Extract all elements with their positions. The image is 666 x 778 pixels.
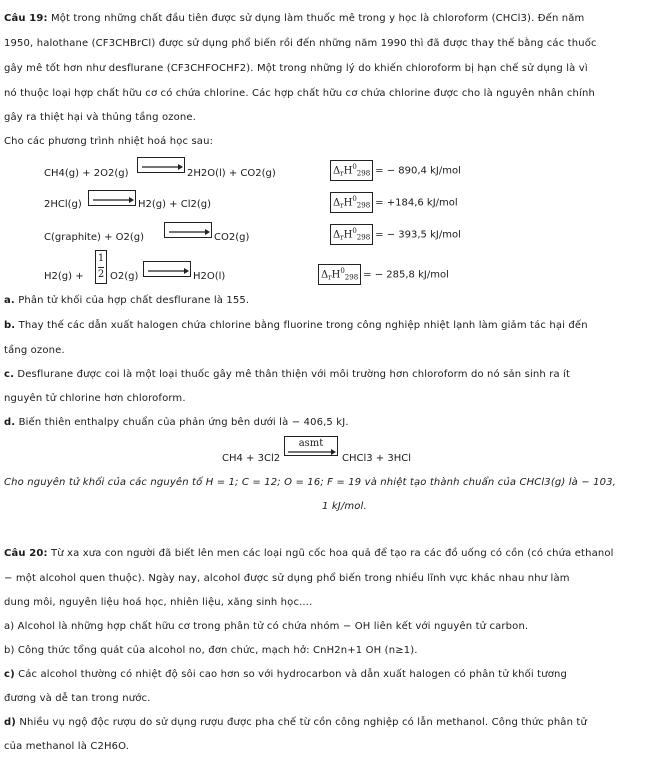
q19-note-1: Cho nguyên tử khối của các nguyên tố H = 1; C = 12; O = 16; F = 19 và nhiệt tạo thành chuẩn của CHCl3(g) là − 103,: [4, 477, 617, 488]
delta-h-symbol: $\Delta_rH^0_{298}$: [330, 160, 373, 181]
q19-statement-c: c. Desflurane được coi là một loại thuốc gây mê thân thiện với môi trường hơn chloroform do nó sản sinh ra ít: [4, 369, 571, 380]
q19-statement-b: b. Thay thế các dẫn xuất halogen chứa chlorine bằng fluorine trong công nghiệp nhiệt lạnh làm giảm tác hại đến: [4, 320, 588, 331]
q19-intro: Cho các phương trình nhiệt hoá học sau:: [4, 136, 214, 147]
q19-note-2: 1 kJ/mol.: [322, 501, 367, 512]
q20-statement-c-cont: đương và dễ tan trong nước.: [4, 693, 151, 704]
q19-statement-d: d. Biến thiên enthalpy chuẩn của phản ứng bên dưới là − 406,5 kJ.: [4, 417, 349, 428]
eq4-enthalpy: $\Delta_rH^0_{298}$ = − 285,8 kJ/mol: [318, 264, 449, 285]
q20-statement-b: b) Công thức tổng quát của alcohol no, đơn chức, mạch hở: CnH2n+1 OH (n≥1).: [4, 645, 418, 656]
delta-h-symbol: $\Delta_rH^0_{298}$: [318, 264, 361, 285]
q20-statement-d-cont: của methanol là C2H6O.: [4, 741, 130, 752]
q20-statement-c: c) Các alcohol thường có nhiệt độ sôi cao hơn so với hydrocarbon và dẫn xuất halogen có phân tử khối tương: [4, 669, 567, 680]
q20-line-3: dung môi, nguyên liệu hoá học, nhiên liệu, xăng sinh học....: [4, 597, 313, 608]
eq2-enthalpy: $\Delta_rH^0_{298} = +184,6$ kJ/mol: [330, 192, 458, 213]
eq2-arrow: [88, 190, 136, 206]
eq3-left: C(graphite) + O2(g): [44, 232, 145, 243]
reaction-left: CH4 + 3Cl2: [222, 453, 281, 464]
eq3-right: CO2(g): [214, 232, 250, 243]
eq4-left-o2: O2(g): [110, 271, 139, 282]
reaction-right: CHCl3 + 3HCl: [342, 453, 412, 464]
q20-statement-d: d) Nhiều vụ ngộ độc rượu do sử dụng rượu được pha chế từ cồn công nghiệp có lẫn methanol. Công thức phân tử: [4, 717, 587, 728]
q20-statement-a: a) Alcohol là những hợp chất hữu cơ trong phân tử có chứa nhóm − OH liên kết với nguyên tử carbon.: [4, 621, 529, 632]
eq1-arrow: [137, 157, 185, 173]
eq2-left: 2HCl(g): [44, 199, 82, 210]
delta-h-symbol: $\Delta_rH^0_{298}$: [330, 224, 373, 245]
eq4-right: H2O(l): [193, 271, 226, 282]
eq1-enthalpy: $\Delta_rH^0_{298}$ = − 890,4 kJ/mol: [330, 160, 461, 181]
eq1-right: 2H2O(l) + CO2(g): [187, 168, 276, 179]
eq3-enthalpy: $\Delta_rH^0_{298}$ = − 393,5 kJ/mol: [330, 224, 461, 245]
q19-statement-a: a. Phân tử khối của hợp chất desflurane là 155.: [4, 295, 250, 306]
q19-line-2: 1950, halothane (CF3CHBrCl) được sử dụng phổ biến rồi đến những năm 1990 thì đã được thay thế bằng các thuốc: [4, 38, 597, 49]
delta-h-symbol: $\Delta_rH^0_{298}$: [330, 192, 373, 213]
eq4-left: H2(g) +: [44, 271, 84, 282]
eq4-arrow: [143, 261, 191, 277]
q19-line-1: Câu 19: Một trong những chất đầu tiên được sử dụng làm thuốc mê trong y học là chloroform (CHCl3). Đến năm: [4, 13, 585, 24]
q19-line-5: gây ra thiệt hại và thủng tầng ozone.: [4, 112, 197, 123]
q19-line-4: nó thuộc loại hợp chất hữu cơ có chứa chlorine. Các hợp chất hữu cơ chứa chlorine được cho là nguyên nhân chính: [4, 88, 595, 99]
fraction-one-half: 1 2: [95, 250, 107, 284]
q20-line-2: − một alcohol quen thuộc). Ngày nay, alcohol được sử dụng phổ biến trong nhiều lĩnh vực khác nhau như làm: [4, 573, 570, 584]
reaction-arrow-asmt: asmt: [284, 436, 338, 456]
eq3-arrow: [164, 222, 212, 238]
q19-line-3: gây mê tốt hơn như desflurane (CF3CHFOCHF2). Một trong những lý do khiến chloroform bị hạn chế sử dụng là vì: [4, 63, 588, 74]
eq1-left: CH4(g) + 2O2(g): [44, 168, 129, 179]
q20-line-1: Câu 20: Từ xa xưa con người đã biết lên men các loại ngũ cốc hoa quả để tạo ra các đồ uống có cồn (có chứa ethanol: [4, 548, 614, 559]
q19-statement-b-cont: tầng ozone.: [4, 345, 65, 356]
eq2-right: H2(g) + Cl2(g): [138, 199, 212, 210]
q19-statement-c-cont: nguyên tử chlorine hơn chloroform.: [4, 393, 186, 404]
